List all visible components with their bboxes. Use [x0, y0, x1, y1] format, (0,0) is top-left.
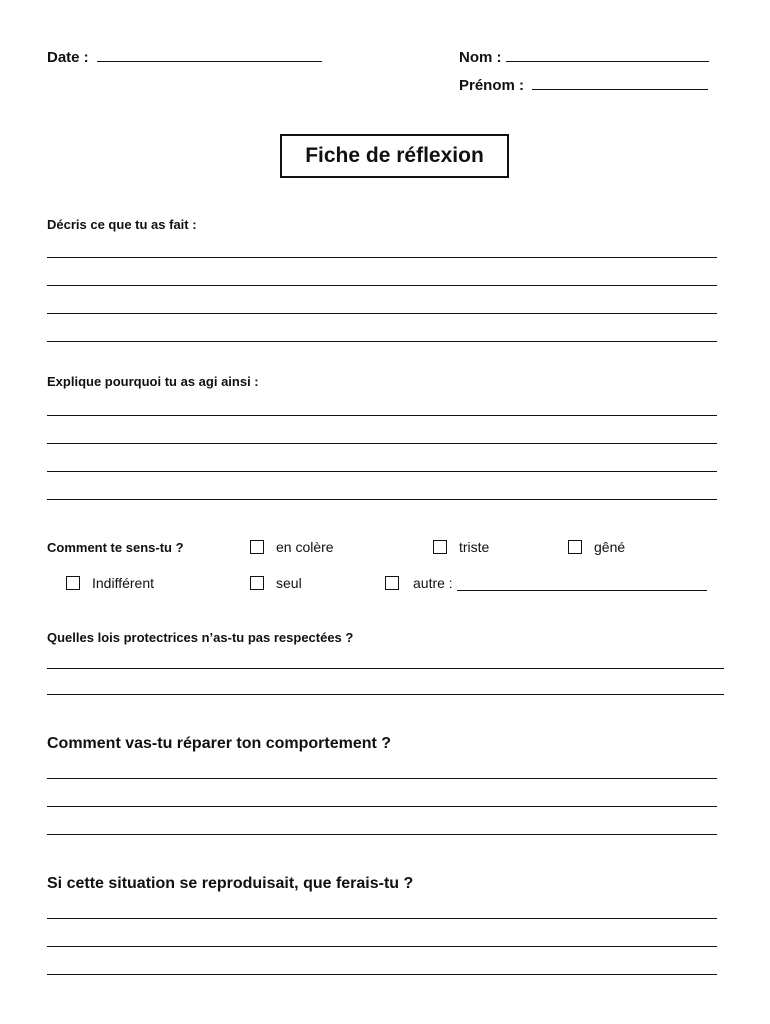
date-field — [47, 47, 322, 66]
page-title: Fiche de réflexion — [280, 134, 509, 178]
option-label: autre : — [413, 575, 453, 591]
option-label: triste — [459, 539, 490, 555]
checkbox-icon[interactable] — [568, 540, 582, 554]
option-colere[interactable] — [250, 539, 334, 555]
answer-line[interactable] — [47, 471, 717, 472]
option-gene[interactable] — [568, 539, 625, 555]
answer-line[interactable] — [47, 834, 717, 835]
answer-line[interactable] — [47, 499, 717, 500]
answer-line[interactable] — [47, 285, 717, 286]
option-seul[interactable] — [250, 575, 302, 591]
nom-field — [459, 47, 709, 66]
question-situation: Si cette situation se reproduisait, que ferais-tu ? — [47, 875, 414, 892]
date-blank[interactable] — [97, 47, 322, 62]
answer-line[interactable] — [47, 257, 717, 258]
option-label: Indifférent — [92, 575, 155, 591]
prenom-field — [459, 75, 708, 94]
answer-line[interactable] — [47, 694, 724, 695]
answer-line[interactable] — [47, 341, 717, 342]
answer-line[interactable] — [47, 443, 717, 444]
answer-line[interactable] — [47, 946, 717, 947]
date-label: Date : — [47, 49, 89, 66]
option-indifferent[interactable] — [66, 575, 154, 591]
option-label: gêné — [594, 539, 626, 555]
checkbox-icon[interactable] — [66, 576, 80, 590]
question-decris: Décris ce que tu as fait : — [47, 217, 197, 232]
answer-line[interactable] — [47, 806, 717, 807]
nom-blank[interactable] — [506, 47, 709, 62]
autre-blank[interactable] — [457, 576, 707, 591]
option-label: seul — [276, 575, 302, 591]
question-reparer: Comment vas-tu réparer ton comportement ? — [47, 735, 392, 752]
question-explique: Explique pourquoi tu as agi ainsi : — [47, 374, 259, 389]
answer-line[interactable] — [47, 415, 717, 416]
answer-line[interactable] — [47, 313, 717, 314]
question-sens: Comment te sens-tu ? — [47, 540, 184, 555]
nom-label: Nom : — [459, 49, 502, 66]
option-autre[interactable] — [385, 575, 707, 591]
answer-line[interactable] — [47, 974, 717, 975]
prenom-blank[interactable] — [532, 75, 708, 90]
checkbox-icon[interactable] — [250, 576, 264, 590]
question-lois: Quelles lois protectrices n’as-tu pas respectées ? — [47, 630, 354, 645]
option-triste[interactable] — [433, 539, 489, 555]
checkbox-icon[interactable] — [250, 540, 264, 554]
checkbox-icon[interactable] — [385, 576, 399, 590]
answer-line[interactable] — [47, 778, 717, 779]
checkbox-icon[interactable] — [433, 540, 447, 554]
answer-line[interactable] — [47, 918, 717, 919]
answer-line[interactable] — [47, 668, 724, 669]
option-label: en colère — [276, 539, 334, 555]
prenom-label: Prénom : — [459, 77, 525, 94]
